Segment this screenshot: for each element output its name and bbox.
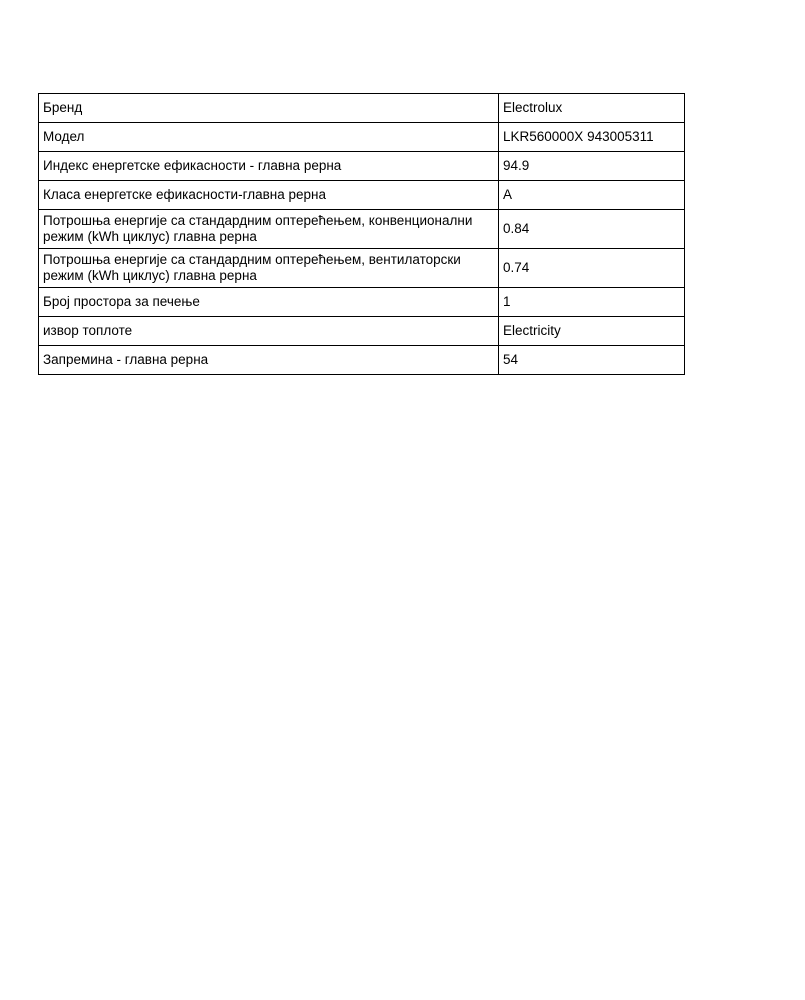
spec-label: Потрошња енергије са стандардним оптерећењем, конвенционални режим (kWh циклус) главна рерна: [39, 210, 499, 249]
table-row: [39, 181, 685, 210]
table-row: [39, 345, 685, 374]
spec-label: извор топлоте: [39, 316, 499, 345]
product-spec-table: [38, 93, 685, 375]
spec-label: Класа енергетске ефикасности-главна рерна: [39, 181, 499, 210]
spec-label: Модел: [39, 123, 499, 152]
spec-label: Бренд: [39, 94, 499, 123]
table-row: [39, 123, 685, 152]
spec-label: Број простора за печење: [39, 287, 499, 316]
spec-label: Индекс енергетске ефикасности - главна рерна: [39, 152, 499, 181]
spec-value: Electrolux: [499, 94, 685, 123]
table-row: [39, 316, 685, 345]
table-row: [39, 248, 685, 287]
spec-value: 54: [499, 345, 685, 374]
table-row: [39, 152, 685, 181]
spec-value: 0.84: [499, 210, 685, 249]
spec-label: Потрошња енергије са стандардним оптерећењем, вентилаторски режим (kWh циклус) главна рерна: [39, 248, 499, 287]
spec-value: A: [499, 181, 685, 210]
spec-value: LKR560000X 943005311: [499, 123, 685, 152]
spec-value: Electricity: [499, 316, 685, 345]
spec-value: 94.9: [499, 152, 685, 181]
spec-value: 0.74: [499, 248, 685, 287]
spec-label: Запремина - главна рерна: [39, 345, 499, 374]
spec-value: 1: [499, 287, 685, 316]
table-row: [39, 210, 685, 249]
table-row: [39, 287, 685, 316]
table-row: [39, 94, 685, 123]
